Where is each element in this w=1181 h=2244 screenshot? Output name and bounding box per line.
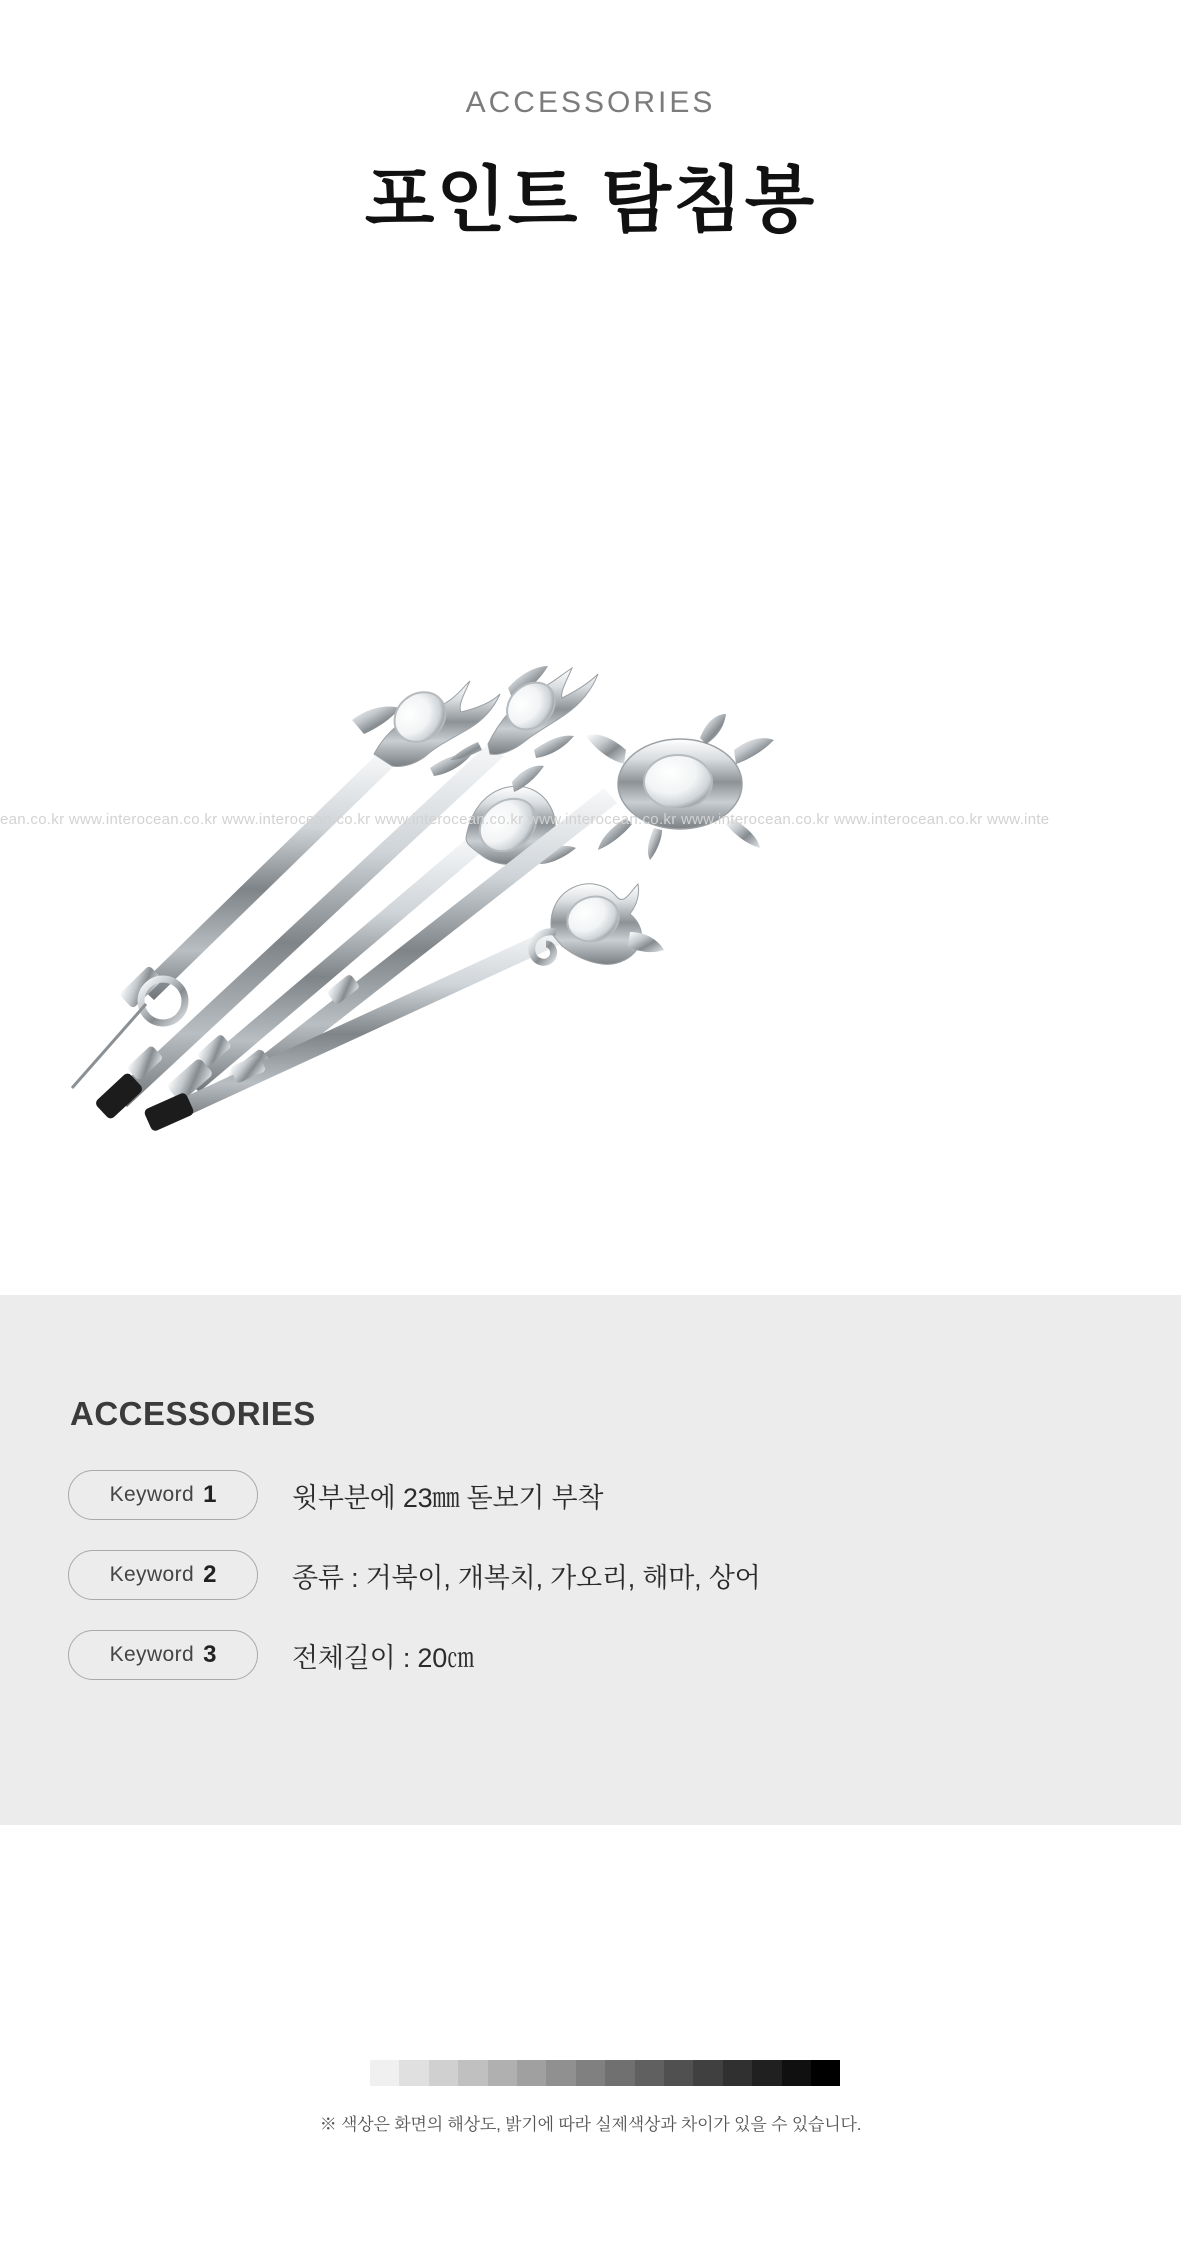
info-panel — [0, 1295, 1181, 1825]
gradient-swatch — [576, 2060, 605, 2086]
color-gradient-bar — [341, 2060, 841, 2086]
gradient-swatch — [723, 2060, 752, 2086]
keyword-list — [68, 1470, 1068, 1710]
gradient-swatch — [693, 2060, 722, 2086]
gradient-swatch — [488, 2060, 517, 2086]
keyword-text-1: 윗부분에 23㎜ 돋보기 부착 — [292, 1482, 604, 1513]
list-item — [68, 1550, 1068, 1600]
header-eyebrow: ACCESSORIES — [465, 86, 716, 119]
keyword-number: 1 — [203, 1481, 217, 1508]
keyword-number: 3 — [203, 1641, 217, 1668]
keyword-label: Keyword — [109, 1643, 195, 1666]
gradient-swatch — [370, 2060, 399, 2086]
gradient-swatch — [517, 2060, 546, 2086]
probe-rod-turtle — [226, 714, 774, 1092]
list-item — [68, 1470, 1068, 1520]
gradient-swatch — [341, 2060, 370, 2086]
gradient-swatch — [458, 2060, 487, 2086]
keyword-text-3: 전체길이 : 20㎝ — [292, 1642, 474, 1673]
gradient-swatch — [605, 2060, 634, 2086]
gradient-swatch — [664, 2060, 693, 2086]
keyword-label: Keyword — [109, 1563, 195, 1586]
keyword-badge-3 — [68, 1630, 258, 1680]
gradient-swatch — [811, 2060, 840, 2086]
info-panel-title: ACCESSORIES — [70, 1395, 316, 1432]
page-footer — [0, 2060, 1181, 2135]
keyword-text-2: 종류 : 거북이, 개복치, 가오리, 해마, 상어 — [292, 1562, 761, 1593]
keyword-badge-1 — [68, 1470, 258, 1520]
gradient-swatch — [546, 2060, 575, 2086]
gradient-swatch — [635, 2060, 664, 2086]
gradient-swatch — [752, 2060, 781, 2086]
product-photo — [0, 336, 1181, 1136]
probe-rod-shark — [94, 666, 598, 1120]
keyword-label: Keyword — [109, 1483, 195, 1506]
keyword-number: 2 — [203, 1561, 217, 1588]
product-photo-illustration — [0, 336, 1181, 1136]
keyword-badge-2 — [68, 1550, 258, 1600]
gradient-swatch — [782, 2060, 811, 2086]
page-title: 포인트 탐침봉 — [364, 161, 817, 241]
page-header — [0, 0, 1181, 246]
gradient-swatch — [399, 2060, 428, 2086]
watermark-text: ean.co.kr www.interocean.co.kr www.interocean.co.kr www.interocean.co.kr www.interocean.co.kr www.interocean.co.kr www.interocean.co.kr www.inte — [0, 811, 1050, 828]
footer-note: ※ 색상은 화면의 해상도, 밝기에 따라 실제색상과 차이가 있을 수 있습니다. — [319, 2115, 862, 2134]
gradient-swatch — [429, 2060, 458, 2086]
list-item — [68, 1630, 1068, 1680]
